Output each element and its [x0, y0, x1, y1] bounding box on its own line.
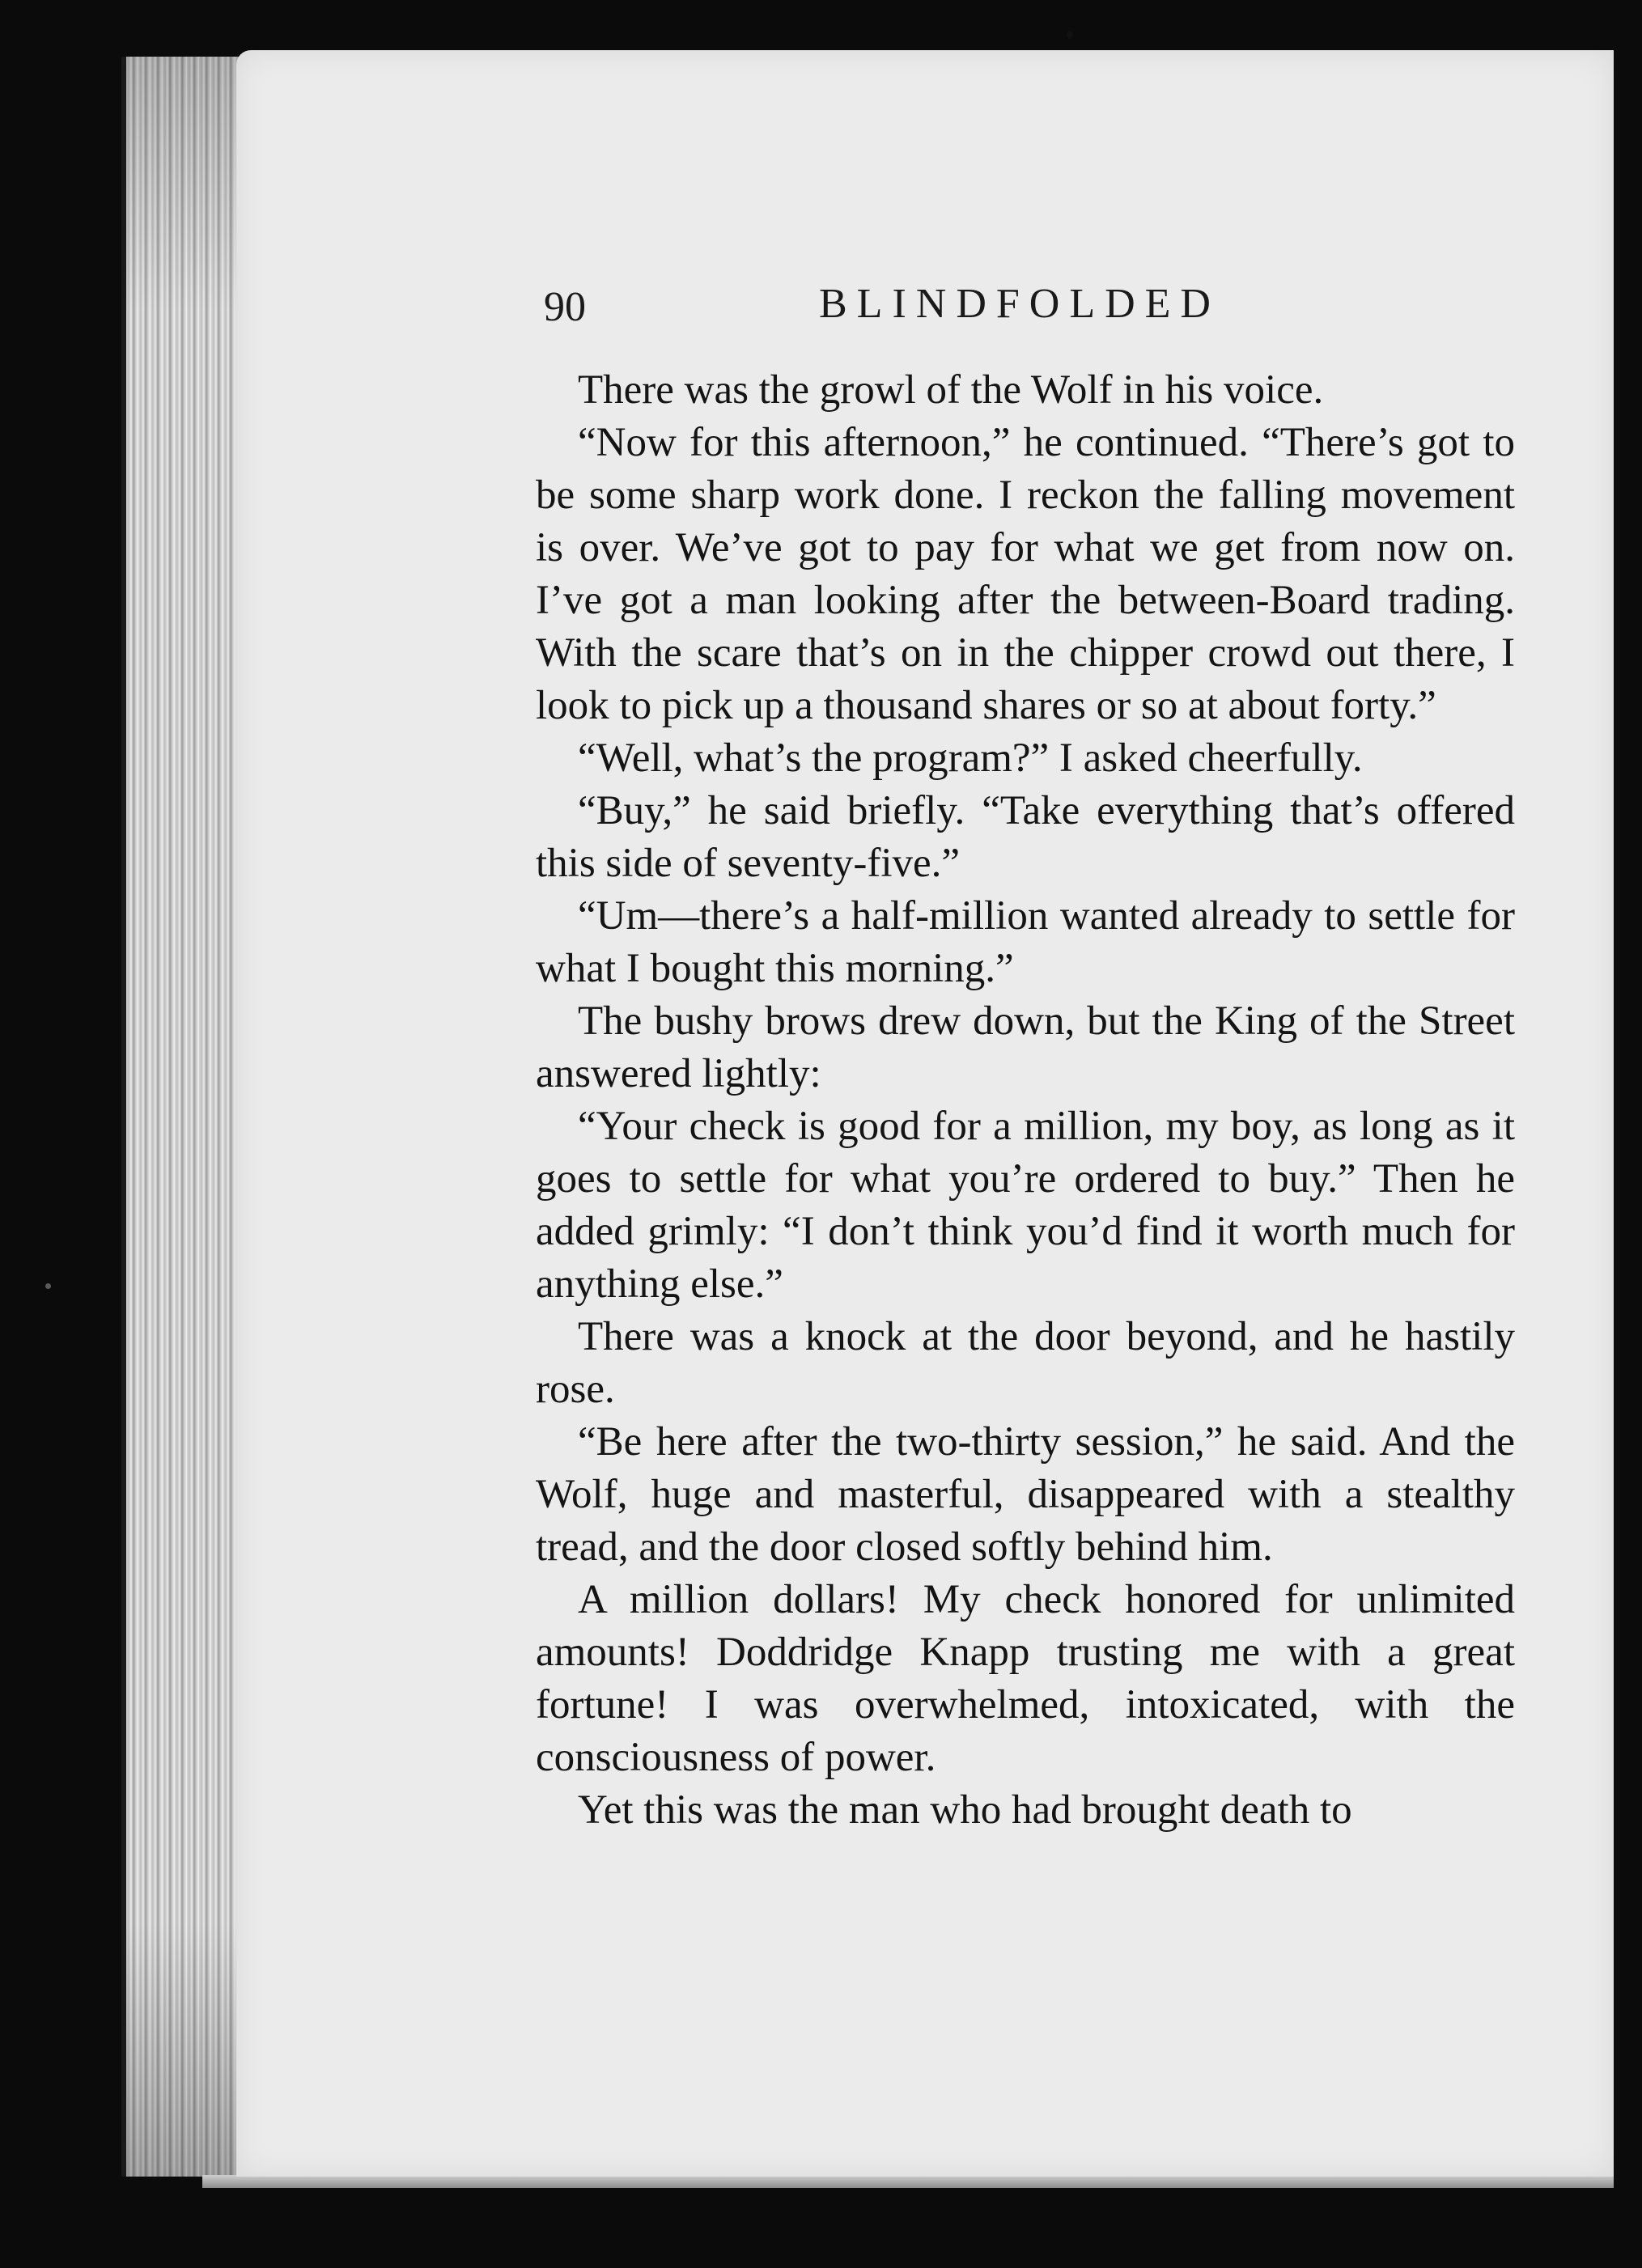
paragraph: “Buy,” he said briefly. “Take everything that’s offered this side of seventy-five.”: [536, 788, 1515, 886]
paragraph: “Um—there’s a half-million wanted already to settle for what I bought this morning.”: [536, 893, 1515, 991]
page-bottom-edge: [202, 2175, 1614, 2188]
scan-speck: [45, 1283, 51, 1289]
paragraph: “Well, what’s the program?” I asked cheerfully.: [578, 736, 1363, 781]
paragraph: “Now for this afternoon,” he continued. “There’s got to be some sharp work done. I reckon the falling movement is over. We’ve got to pay for what we get from now on. I’ve got a man looking after the between-Board trading. With the scare that’s on in the chipper crowd out there, I look to pick up a thousand shares or so at about forty.”: [536, 420, 1515, 728]
paragraph: A million dollars! My check honored for unlimited amounts! Doddridge Knapp trusting me with a great fortune! I was overwhelmed, intoxicated, with the consciousness of power.: [536, 1577, 1515, 1780]
paragraph: Yet this was the man who had brought death to: [578, 1787, 1352, 1833]
book-title: BLINDFOLDED: [819, 281, 1220, 327]
scan-speck: [1067, 31, 1073, 39]
body-text: [536, 364, 1515, 1837]
paragraph: There was the growl of the Wolf in his voice.: [578, 367, 1324, 413]
paragraph: “Your check is good for a million, my boy, as long as it goes to settle for what you’re ordered to buy.” Then he added grimly: “I don’t think you’d find it worth much for anything else.”: [536, 1104, 1515, 1307]
paragraph: The bushy brows drew down, but the King of the Street answered lightly:: [536, 998, 1515, 1096]
running-head: [544, 273, 1256, 346]
paragraph: There was a knock at the door beyond, and he hastily rose.: [536, 1314, 1515, 1412]
paragraph: “Be here after the two-thirty session,” he said. And the Wolf, huge and masterful, disappeared with a stealthy tread, and the door closed softly behind him.: [536, 1419, 1515, 1570]
page-edges: [121, 57, 248, 2177]
page-number: 90: [544, 284, 586, 330]
